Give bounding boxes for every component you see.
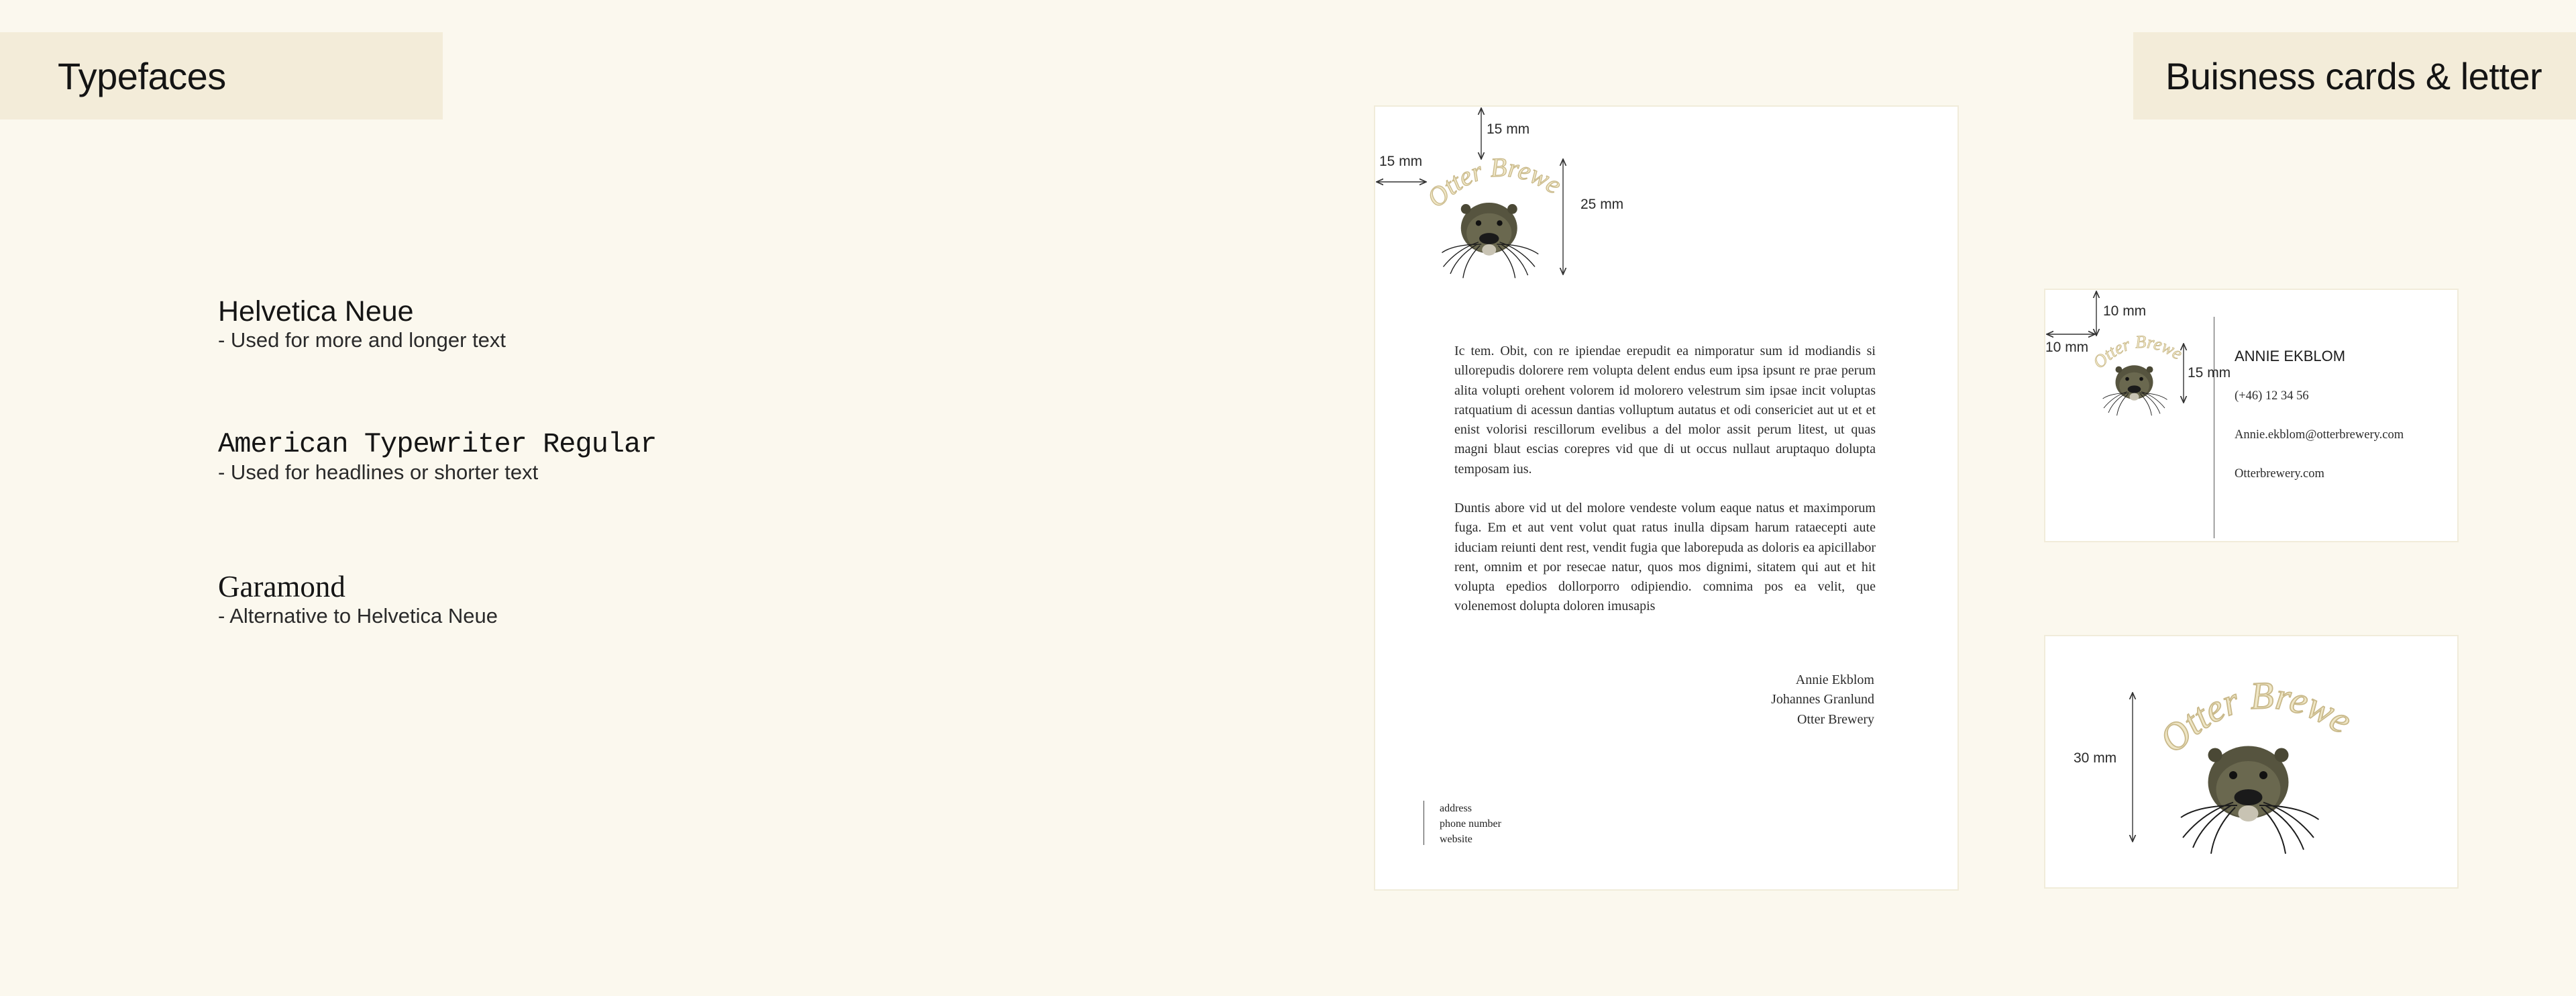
business-title: Buisness cards & letter [2165, 54, 2542, 97]
business-card-front [2044, 289, 2459, 542]
card-phone: (+46) 12 34 56 [2235, 389, 2309, 403]
footer-website: website [1440, 834, 1472, 845]
card-dim-top-label: 10 mm [2103, 303, 2147, 319]
signature-line: Annie Ekblom [1795, 673, 1874, 687]
signature-line: Johannes Granlund [1771, 692, 1874, 707]
typeface-name: Helvetica Neue [218, 295, 414, 328]
footer-phone: phone number [1440, 818, 1501, 830]
signature-line: Otter Brewery [1797, 711, 1874, 727]
letter-paragraph: Ic tem. Obit, con re ipiendae erepudit ea nimporatur sum id modiandis si ullorepudis dolorere rem volupta delent endus eum ipsa ipsunt re prae perum alita volupti orehent volorem id molorero velestrum sim ipsae incit voluptas ratquatium di acessun dantias volluptum autatus et odi consericiet aut ut et et enist volorisi rescillorum evelibus a del molor assit perum litest, ut quas magni blaut escias corepres vid que di ut occus nullaut aruptaquo dolupta temposam ius. [1454, 344, 1876, 477]
typeface-item-helvetica [218, 295, 506, 352]
dim-logo-height-label: 25 mm [1580, 197, 1624, 212]
footer-address: address [1440, 803, 1472, 814]
dim-left-label: 15 mm [1379, 154, 1423, 169]
typefaces-title: Typefaces [58, 54, 226, 97]
typeface-desc: - Alternative to Helvetica Neue [218, 604, 498, 628]
card-name: ANNIE EKBLOM [2235, 348, 2346, 364]
typeface-item-typewriter [218, 428, 657, 485]
card-back-dim-label: 30 mm [2074, 750, 2117, 766]
typeface-desc: - Used for more and longer text [218, 328, 506, 352]
business-banner [2133, 32, 2576, 119]
card-dim-logo-height-label: 15 mm [2188, 365, 2231, 381]
letter-footer [1440, 801, 1501, 847]
card-dim-left-label: 10 mm [2045, 340, 2089, 355]
letter-paragraph: Duntis abore vid ut del molore vendeste volum eaque natus et maximporum fuga. Em et aut vent volut quat ratus inulla dipsam harum rataecepti aute iduciam reiunti dent rest, vendit fugia que laborepuda as doloris ea apicillabor rent, omnim et por resecae natur, quos mos dignimi, sitatem qui aut et hit volupta epedios dollorporro odipiendio. comnima pos ea velit, que volenemost dolupta doloren imusapis [1454, 501, 1876, 614]
card-email: Annie.ekblom@otterbrewery.com [2235, 428, 2404, 442]
otter-logo [2153, 677, 2354, 858]
typeface-name: Garamond [218, 570, 345, 603]
otter-logo [1422, 154, 1563, 281]
card-back-dimension-guide [2126, 690, 2139, 844]
card-website: Otterbrewery.com [2235, 467, 2324, 481]
business-card-back [2044, 635, 2459, 889]
typeface-name: American Typewriter Regular [218, 428, 657, 460]
dim-top-label: 15 mm [1487, 121, 1530, 137]
typefaces-banner [0, 32, 443, 119]
typeface-item-garamond [218, 569, 498, 628]
letter-signature [1771, 670, 1874, 730]
letter-page [1374, 105, 1959, 891]
typeface-desc: - Used for headlines or shorter text [218, 460, 539, 484]
otter-logo [2090, 332, 2184, 419]
